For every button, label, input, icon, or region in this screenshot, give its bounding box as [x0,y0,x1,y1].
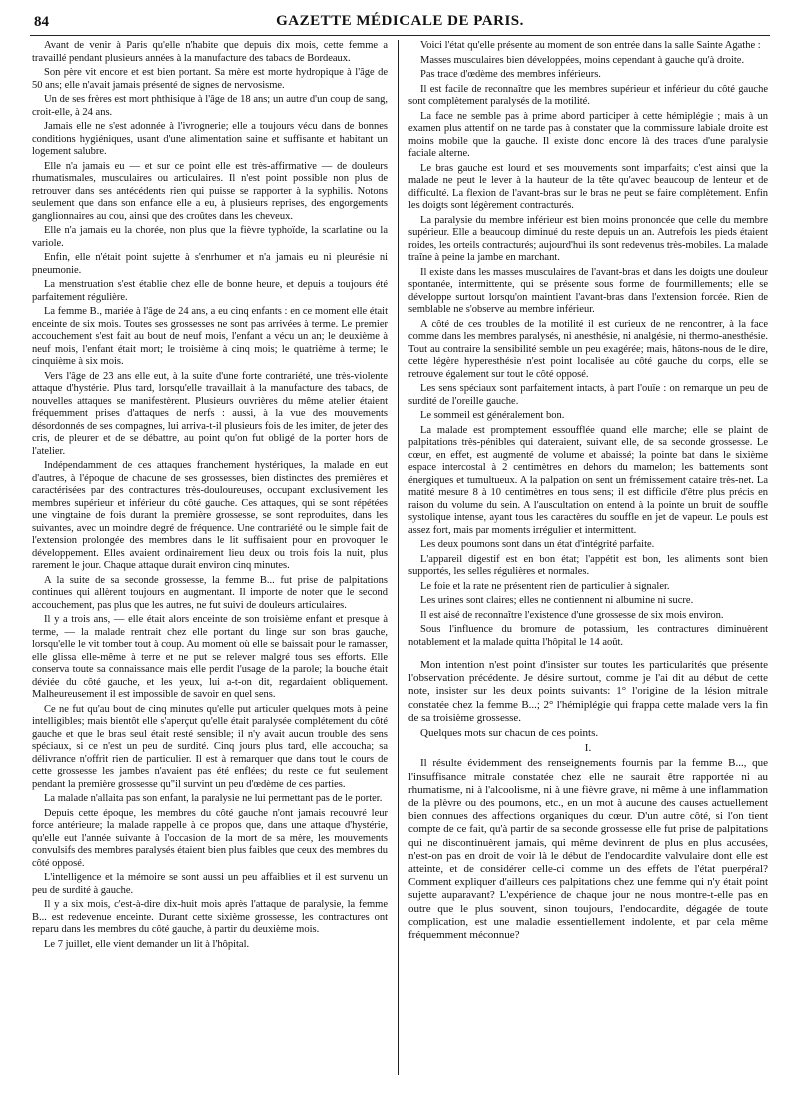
paragraph: Les sens spéciaux sont parfaitement intacts, à part l'ouïe : on remarque un peu de surdité de l'oreille gauche. [408,383,768,407]
paragraph: La femme B., mariée à l'âge de 24 ans, a eu cinq enfants : en ce moment elle était enceinte de six mois. Toutes ses grossesses ne sont pas arrivées à terme. Le premier accouchement s'est fait au bout de neuf mois, l'enfant a vécu un an; le deuxième à neuf mois, l'enfant était mort; le troisième à cinq mois; le quatrième à terme; le cinquième à six mois. [32,306,388,367]
paragraph: A la suite de sa seconde grossesse, la femme B... fut prise de palpitations continues qui allèrent toujours en augmentant. Il importe de noter que le second accouchement, pas plus que les autres, ne fut suivi de douleurs articulaires. [32,574,388,611]
paragraph: Mon intention n'est point d'insister sur toutes les particularités que présente l'observation précédente. Je désire surtout, comme je l'ai dit au début de cette note, insister sur les deux points suivants: 1° l'origine de la lésion mitrale constatée chez la femme B...; 2° l'hémiplégie qui frappa cette malade vers la fin de sa troisième grossesse. [408,659,768,724]
paragraph: La malade n'allaita pas son enfant, la paralysie ne lui permettant pas de le porter. [44,793,383,804]
running-title: GAZETTE MÉDICALE DE PARIS. [276,13,524,29]
paragraph: Les urines sont claires; elles ne contiennent ni albumine ni sucre. [420,595,694,606]
paragraph: La paralysie du membre inférieur est bien moins prononcée que celle du membre supérieur. Elle a beaucoup diminué du reste depuis un an. Autrefois les pieds étaient roides, les orteils contracturés; aujourd'hui ils sont redevenus très-mobiles. La malade traîne à peine la jambe en marchant. [408,214,768,263]
discussion-block [408,659,768,942]
spacer [408,651,768,659]
paragraph: Depuis cette époque, les membres du côté gauche n'ont jamais recouvré leur force antérieure; la malade rappelle à ce propos que, dans une attaque d'hystérie, qu'elle eut l'année suivante à l'occasion de la mort de sa mère, les mouvements convulsifs des membres paralysés étaient bien plus faibles que ceux des membres du côté opposé. [32,807,388,869]
paragraph: Sous l'influence du bromure de potassium, les contractures diminuèrent notablement et la malade quitta l'hôpital le 14 août. [408,624,768,648]
paragraph: Les deux poumons sont dans un état d'intégrité parfaite. [420,539,655,550]
paragraph: La face ne semble pas à prime abord participer à cette hémiplégie ; mais à un examen plus attentif on ne tarde pas à constater que la commissure labiale droite est moins mobile que la gauche. Il existe donc encore là des traces d'une paralysie faciale alterne. [408,110,768,159]
paragraph: Il résulte évidemment des renseignements fournis par la femme B..., que l'insuffisance mitrale constatée chez elle ne saurait être rapportée ni au rhumatisme, ni à l'alcoolisme, ni à une fièvre grave, ni même à une inflammation de la plèvre ou des poumons, etc., en un mot à aucune des causes actuellement bien connues des affections organiques du cœur. D'un autre côté, si l'on tient compte de ce fait, qu'à partir de sa seconde grossesse elle fut prise de palpitations qui ne discontinuèrent jamais, qui même devinrent de plus en plus accusées, n'est-on pas en droit de voir là le début de l'endocardite valvulaire dont elle est atteinte, et de considérer celle-ci comme un des effets de l'état puerpéral? Comment expliquer d'ailleurs ces palpitations chez une femme qui n'y était point sujette auparavant? L'expérience de chaque jour ne nous montre-t-elle pas en outre que le plus souvent, sinon toujours, l'endocardite, dégagée de toute complication, est une maladie essentiellement indolente, et par cela même fréquemment méconnue? [408,757,768,942]
paragraph: Le sommeil est généralement bon. [420,410,565,421]
paragraph: Indépendamment de ces attaques franchement hystériques, la malade en eut d'autres, à l'époque de chacune de ses grossesses, bien distinctes des premières et caractérisées par des contractures très-douloureuses, occupant exclusivement les membres supérieur et inférieur du côté gauche. Ces attaques, qui se sont répétées une vingtaine de fois durant la première grossesse, se sont reproduites, dans les suivantes, avec un moindre degré de fréquence. Une contrariété ou le simple fait de l'extension prolongée des membres dans le lit suffisaient pour en provoquer le développement. Elles avaient ordinairement lieu deux ou trois fois la nuit, plus rarement le jour. Chaque attaque durait environ cinq minutes. [32,460,388,571]
paragraph: Quelques mots sur chacun de ces points. [420,727,599,740]
paragraph: La menstruation s'est établie chez elle de bonne heure, et depuis a toujours été parfaitement régulière. [32,279,388,303]
paragraph: L'appareil digestif est en bon état; l'appétit est bon, les aliments sont bien supportés, les selles régulières et normales. [408,553,768,577]
paragraph: Il est facile de reconnaître que les membres supérieur et inférieur du côté gauche sont complètement paralysés de la motilité. [408,83,768,107]
paragraph: Elle n'a jamais eu — et sur ce point elle est très-affirmative — de douleurs rhumatismales, musculaires ou articulaires. Il n'est point possible non plus de retrouver dans ses antécédents rien qui puisse se rapporter à la syphilis. Notons seulement que dans son enfance elle a eu, à plusieurs reprises, des engorgements ganglionnaires au cou, ainsi que des croûtes dans les cheveux. [32,160,388,222]
paragraph: Voici l'état qu'elle présente au moment de son entrée dans la salle Sainte Agathe : [420,40,761,51]
paragraph: La malade est promptement essoufflée quand elle marche; elle se plaint de palpitations très-pénibles qui dateraient, suivant elle, de sa seconde grossesse. Le cœur, en effet, est augmenté de volume et abaissé; la pointe bat dans le sixième espace intercostal à 2 centimètres en dehors du mamelon; les battements sont énergiques et tumultueux. A la palpation on sent un frémissement cataire très-net. La matité mesure 8 à 10 centimètres en tous sens; il est difficile d'être plus précis en raison du volume du sein. A l'auscultation on entend à la pointe un bruit de souffle systolique intense, ayant tous les caractères du souffle en jet de vapeur. Le pouls est assez fort, mais par moments irrégulier et intermittent. [408,424,768,536]
paragraph: A côté de ces troubles de la motilité il est curieux de ne rencontrer, à la face comme dans les membres paralysés, ni anesthésie, ni analgésie, ni thermo-anesthésie. Tout au contraire la sensibilité semble un peu exagérée; mais, hâtons-nous de le dire, cette légère hyperesthésie n'est point localisée au côté gauche du corps, elle se retrouve également sur tout le côté opposé. [408,318,768,380]
column-divider [398,40,399,1075]
page-number: 84 [34,14,49,30]
paragraph: Masses musculaires bien développées, moins cependant à gauche qu'à droite. [420,54,745,66]
paragraph: Enfin, elle n'était point sujette à s'enrhumer et n'a jamais eu ni pleurésie ni pneumonie. [32,252,388,276]
paragraph: Vers l'âge de 23 ans elle eut, à la suite d'une forte contrariété, une très-violente attaque d'hystérie. Plus tard, lorsqu'elle travaillait à la manufacture des tabacs, de nouvelles attaques se manifestèrent. Plusieurs ouvrières du même atelier étaient fréquemment prises d'attaques de nerfs : aussi, à la vue des mouvements désordonnés de ses compagnes, lui arriva-t-il plusieurs fois de les imiter, de jeter des cris, de pleurer et de se débattre, au point qu'on fut obligé de la porter hors de l'atelier. [32,370,388,457]
paragraph: L'intelligence et la mémoire se sont aussi un peu affaiblies et il est survenu un peu de surdité à gauche. [32,872,388,896]
left-column [32,40,388,953]
paragraph: Elle n'a jamais eu la chorée, non plus que la fièvre typhoïde, la scarlatine ou la variole. [32,225,388,249]
header-rule [30,35,770,36]
paragraph: Il est aisé de reconnaître l'existence d'une grossesse de six mois environ. [420,609,724,621]
paragraph: Le foie et la rate ne présentent rien de particulier à signaler. [420,580,670,592]
right-column [408,40,768,944]
paragraph: Jamais elle ne s'est adonnée à l'ivrognerie; elle a toujours vécu dans de bonnes conditions hygiéniques, usant d'une alimentation saine et suffisante et habitant un logement salubre. [32,121,388,157]
paragraph: Il y a six mois, c'est-à-dire dix-huit mois après l'attaque de paralysie, la femme B... est redevenue enceinte. Durant cette sixième grossesse, les contractures ont reparu dans les membres du côté gauche, à partir du deuxième mois. [32,899,388,935]
paragraph: Il existe dans les masses musculaires de l'avant-bras et dans les doigts une douleur spontanée, intermittente, qui se présente sous forme de fourmillements; elle se développe surtout lorsqu'on maintient l'avant-bras dans l'extension forcée. Rien de semblable ne s'observe au membre inférieur. [408,266,768,315]
paragraph: Le bras gauche est lourd et ses mouvements sont imparfaits; c'est ainsi que la malade ne peut le lever à la hauteur de la tête qu'avec beaucoup de lenteur et de difficulté. La flexion de l'avant-bras sur le bras ne peut se faire complètement. Enfin les doigts sont légèrement contracturés. [408,162,768,211]
page-header [30,8,770,34]
paragraph: Pas trace d'œdème des membres inférieurs. [420,69,601,80]
paragraph: Son père vit encore et est bien portant. Sa mère est morte hydropique à l'âge de 50 ans; elle n'avait jamais présenté de signes de nervosisme. [32,67,388,91]
paragraph: Avant de venir à Paris qu'elle n'habite que depuis dix mois, cette femme a travaillé pendant plusieurs années à la manufacture des tabacs de Bordeaux. [32,40,388,64]
paragraph: Un de ses frères est mort phthisique à l'âge de 18 ans; un autre d'un coup de sang, croit-elle, à 24 ans. [32,94,388,118]
paragraph: Ce ne fut qu'au bout de cinq minutes qu'elle put articuler quelques mots à peine intelligibles; mais bientôt elle s'aperçut qu'elle était paralysée complétement du côté gauche et que le bras seul était resté sensible; il n'y avait aucun trouble des sens spéciaux, si ce n'est un peu de surdité. Cinq jours plus tard, elle accoucha; sa délivrance n'offrit rien de particulier. Il est à remarquer que dans tout le cours de cette grossesse les jambes n'avaient pas été enflées; du reste ce fut seulement pendant la première grossesse qu"il survint un peu d'œdème de ces parties. [32,703,388,790]
paragraph: Le 7 juillet, elle vient demander un lit à l'hôpital. [44,938,250,950]
paragraph: Il y a trois ans, — elle était alors enceinte de son troisième enfant et presque à terme, — la malade rentrait chez elle portant du linge sur son bras gauche, lorsqu'elle le vit tomber tout à coup. Au moment où elle se baissait pour le ramasser, elle glissa elle-même à terre et ne put se relever malgré tous ses efforts. Elle conserva toute sa connaissance mais elle perdit l'usage de la parole; la bouche était déviée du côté gauche, et les yeux, lui a-t-on dit, regardaient obliquement. Malheureusement il est impossible de savoir en quel sens. [32,614,388,700]
section-numeral: I. [584,742,592,755]
